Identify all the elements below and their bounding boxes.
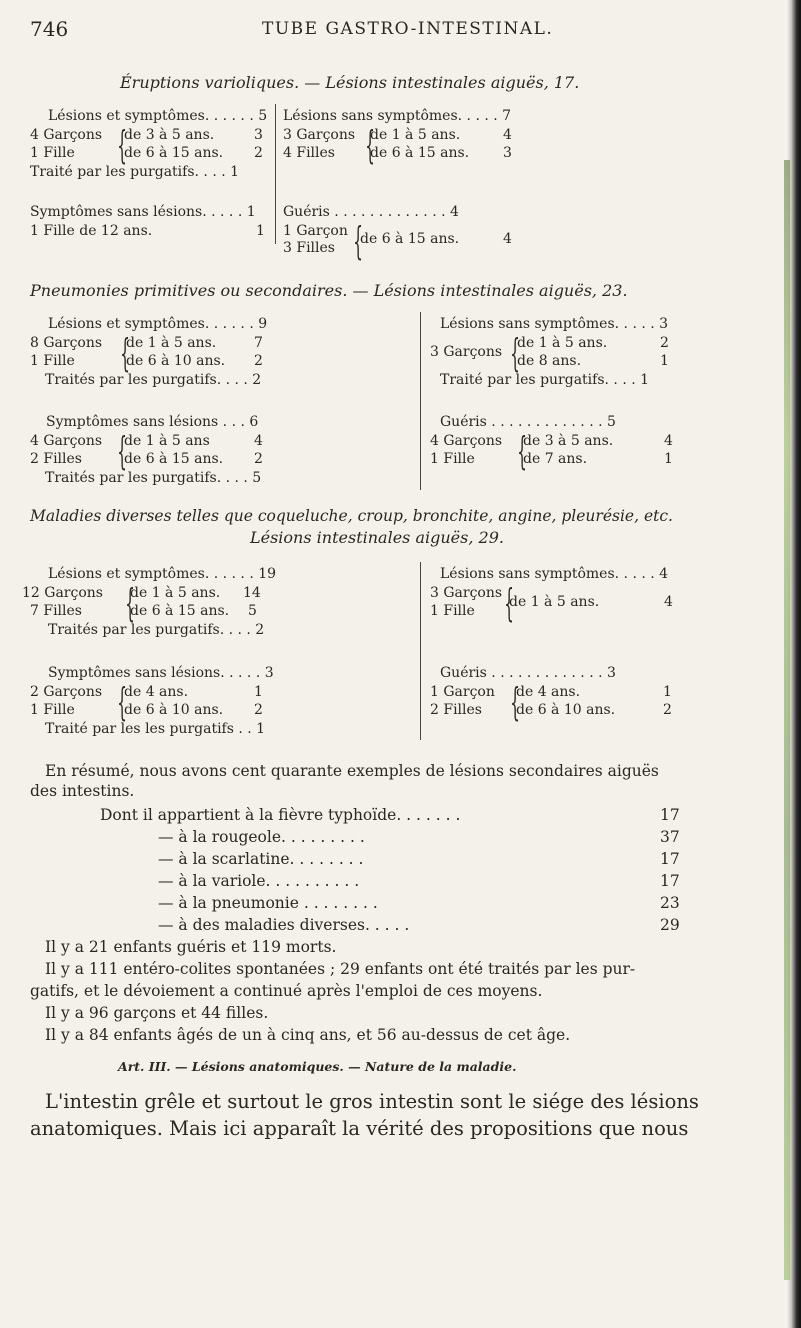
article-paragraph-line-2: anatomiques. Mais ici apparaît la vérité des propositions que nous [30, 1117, 689, 1140]
summary-paragraph-ages: Il y a 84 enfants âgés de un à cinq ans, et 56 au-dessus de cet âge. [45, 1026, 571, 1044]
s2-left-count-1: 7 [254, 335, 263, 351]
summary-intro-2: des intestins. [30, 782, 135, 800]
summary-row-label: — à la pneumonie . . . . . . . . [158, 894, 378, 912]
s3-right-garcons: 3 Garçons [430, 585, 503, 601]
s1-right-age-2: de 6 à 15 ans. [370, 145, 470, 161]
s3-left-count-2: 5 [248, 603, 257, 619]
column-divider [420, 312, 421, 490]
page-number: 746 [30, 17, 69, 41]
s2-left-row-garcons: 8 Garçons [30, 335, 103, 351]
brace-icon: { [117, 429, 127, 473]
s2-left-count-2: 2 [254, 353, 263, 369]
s1-left-age-2: de 6 à 15 ans. [124, 145, 224, 161]
s2-left-b-age-1: de 1 à 5 ans [124, 433, 210, 449]
summary-row-label: — à la variole. . . . . . . . . . [158, 872, 360, 890]
summary-paragraph-garcons-filles: Il y a 96 garçons et 44 filles. [45, 1004, 269, 1022]
summary-paragraph-gueris: Il y a 21 enfants guéris et 119 morts. [45, 938, 337, 956]
s2-right-b-age-1: de 3 à 5 ans. [523, 433, 614, 449]
s2-left-purgatifs: Traités par les purgatifs. . . . 2 [45, 372, 262, 388]
s3-left-b-count-2: 2 [254, 702, 263, 718]
page-edge-tint [784, 160, 790, 1280]
s2-left-b-count-1: 4 [254, 433, 263, 449]
brace-icon: { [117, 680, 127, 724]
s2-left-b-purgatifs: Traités par les purgatifs. . . . 5 [45, 470, 262, 486]
s3-left-age-1: de 1 à 5 ans. [130, 585, 221, 601]
s1-left-symptomes-sans-lesions: Symptômes sans lésions. . . . . 1 [30, 204, 256, 220]
s3-left-row-filles: 7 Filles [30, 603, 82, 619]
s2-left-symptomes-sans-lesions: Symptômes sans lésions . . . 6 [46, 414, 259, 430]
s1-left-purgatifs: Traité par les purgatifs. . . . 1 [30, 164, 240, 180]
s3-right-gueris: Guéris . . . . . . . . . . . . . 3 [440, 665, 616, 681]
s3-left-b-count-1: 1 [254, 684, 263, 700]
s3-left-b-age-1: de 4 ans. [124, 684, 189, 700]
s2-right-b-age-2: de 7 ans. [523, 451, 588, 467]
s3-left-row-garcons: 12 Garçons [22, 585, 103, 601]
brace-icon: { [117, 123, 127, 167]
s2-left-filles: 2 Filles [30, 451, 82, 467]
brace-icon: { [510, 331, 520, 375]
s1-right-gueris: Guéris . . . . . . . . . . . . . 4 [283, 204, 459, 220]
summary-intro-1: En résumé, nous avons cent quarante exemples de lésions secondaires aiguës [45, 762, 659, 780]
s2-right-count-1: 2 [660, 335, 669, 351]
summary-row-value: 17 [660, 872, 680, 890]
summary-row-label: — à des maladies diverses. . . . . [158, 916, 410, 934]
s3-right-fille: 1 Fille [430, 603, 475, 619]
summary-paragraph-enterocolites-1: Il y a 111 entéro-colites spontanées ; 29 enfants ont été traités par les pur- [45, 960, 636, 978]
s3-left-garcons: 2 Garçons [30, 684, 103, 700]
s1-left-count-1: 3 [254, 127, 263, 143]
s3-right-count: 4 [664, 594, 673, 610]
s2-right-age-2: de 8 ans. [517, 353, 582, 369]
s2-left-b-age-2: de 6 à 15 ans. [124, 451, 224, 467]
s1-right-lesions-sans-symptomes: Lésions sans symptômes. . . . . 7 [283, 108, 512, 124]
s2-left-age-1: de 1 à 5 ans. [126, 335, 217, 351]
s3-right-age: de 1 à 5 ans. [509, 594, 600, 610]
s3-left-b-age-2: de 6 à 10 ans. [124, 702, 224, 718]
summary-row-value: 37 [660, 828, 680, 846]
summary-paragraph-enterocolites-2: gatifs, et le dévoiement a continué après l'emploi de ces moyens. [30, 982, 543, 1000]
s1-left-fille-12: 1 Fille de 12 ans. [30, 223, 153, 239]
s3-right-b-age-1: de 4 ans. [516, 684, 581, 700]
summary-row-label: — à la scarlatine. . . . . . . . [158, 850, 364, 868]
s1-right-filles: 3 Filles [283, 240, 335, 256]
s3-left-purgatifs: Traités par les purgatifs. . . . 2 [48, 622, 265, 638]
brace-icon: { [504, 581, 514, 625]
s2-right-fille-gueri: 1 Fille [430, 451, 475, 467]
s2-right-b-count-1: 4 [664, 433, 673, 449]
brace-icon: { [353, 219, 363, 263]
section-title-pneumonies: Pneumonies primitives ou secondaires. — Lésions intestinales aiguës, 23. [30, 281, 628, 300]
s1-left-lesions-symptomes: Lésions et symptômes. . . . . . 5 [48, 108, 268, 124]
s1-left-row-fille: 1 Fille [30, 145, 75, 161]
brace-icon: { [510, 680, 520, 724]
article-heading: Art. III. — Lésions anatomiques. — Nature de la maladie. [118, 1059, 517, 1074]
s1-right-garcon: 1 Garçon [283, 223, 348, 239]
s2-right-garcons-gueris: 4 Garçons [430, 433, 503, 449]
s3-left-age-2: de 6 à 15 ans. [130, 603, 230, 619]
s1-right-row-garcons: 3 Garçons [283, 127, 356, 143]
column-divider [420, 562, 421, 740]
s3-left-b-purgatifs: Traité par les les purgatifs . . 1 [45, 721, 266, 737]
summary-row-label: — à la rougeole. . . . . . . . . [158, 828, 365, 846]
s1-left-fille-12-count: 1 [256, 223, 265, 239]
brace-icon: { [120, 331, 130, 375]
section-title-varioliques: Éruptions varioliques. — Lésions intestinales aiguës, 17. [120, 73, 580, 92]
s1-right-age-1: de 1 à 5 ans. [370, 127, 461, 143]
s2-right-lesions-sans-symptomes: Lésions sans symptômes. . . . . 3 [440, 316, 669, 332]
brace-icon: { [125, 581, 135, 625]
s3-left-count-1: 14 [243, 585, 261, 601]
brace-icon: { [365, 123, 375, 167]
s2-left-lesions-symptomes: Lésions et symptômes. . . . . . 9 [48, 316, 268, 332]
summary-row-value: 29 [660, 916, 680, 934]
article-paragraph-line-1: L'intestin grêle et surtout le gros intestin sont le siége des lésions [45, 1090, 699, 1113]
s3-right-b-age-2: de 6 à 10 ans. [516, 702, 616, 718]
s2-right-age-1: de 1 à 5 ans. [517, 335, 608, 351]
s2-left-age-2: de 6 à 10 ans. [126, 353, 226, 369]
brace-icon: { [517, 429, 527, 473]
s1-left-count-2: 2 [254, 145, 263, 161]
s1-left-age-1: de 3 à 5 ans. [124, 127, 215, 143]
s3-right-b-count-1: 1 [663, 684, 672, 700]
s2-right-count-2: 1 [660, 353, 669, 369]
s3-right-lesions-sans-symptomes: Lésions sans symptômes. . . . . 4 [440, 566, 669, 582]
s1-right-gueris-count: 4 [503, 231, 512, 247]
s1-right-count-2: 3 [503, 145, 512, 161]
s2-right-b-count-2: 1 [664, 451, 673, 467]
summary-row-value: 17 [660, 806, 680, 824]
s2-right-garcons: 3 Garçons [430, 344, 503, 360]
column-divider [275, 104, 276, 244]
s3-right-b-count-2: 2 [663, 702, 672, 718]
s3-right-garcon: 1 Garçon [430, 684, 495, 700]
section-subtitle-maladies: Lésions intestinales aiguës, 29. [250, 528, 504, 547]
s3-left-lesions-symptomes: Lésions et symptômes. . . . . . 19 [48, 566, 277, 582]
summary-row-value: 17 [660, 850, 680, 868]
s3-left-fille: 1 Fille [30, 702, 75, 718]
summary-row-label: Dont il appartient à la fièvre typhoïde. . . . . . . [100, 806, 461, 824]
s2-left-garcons: 4 Garçons [30, 433, 103, 449]
s2-left-row-fille: 1 Fille [30, 353, 75, 369]
s2-right-gueris: Guéris . . . . . . . . . . . . . 5 [440, 414, 616, 430]
s2-right-purgatifs: Traité par les purgatifs. . . . 1 [440, 372, 650, 388]
s1-right-count-1: 4 [503, 127, 512, 143]
section-title-maladies-diverses: Maladies diverses telles que coqueluche, croup, bronchite, angine, pleurésie, etc. [30, 507, 673, 525]
summary-row-value: 23 [660, 894, 680, 912]
s2-left-b-count-2: 2 [254, 451, 263, 467]
s1-left-row-garcons: 4 Garçons [30, 127, 103, 143]
s1-right-gueris-age: de 6 à 15 ans. [360, 231, 460, 247]
s3-left-symptomes-sans-lesions: Symptômes sans lésions. . . . . 3 [48, 665, 274, 681]
s1-right-row-filles: 4 Filles [283, 145, 335, 161]
running-title: TUBE GASTRO-INTESTINAL. [262, 19, 554, 39]
s3-right-filles: 2 Filles [430, 702, 482, 718]
